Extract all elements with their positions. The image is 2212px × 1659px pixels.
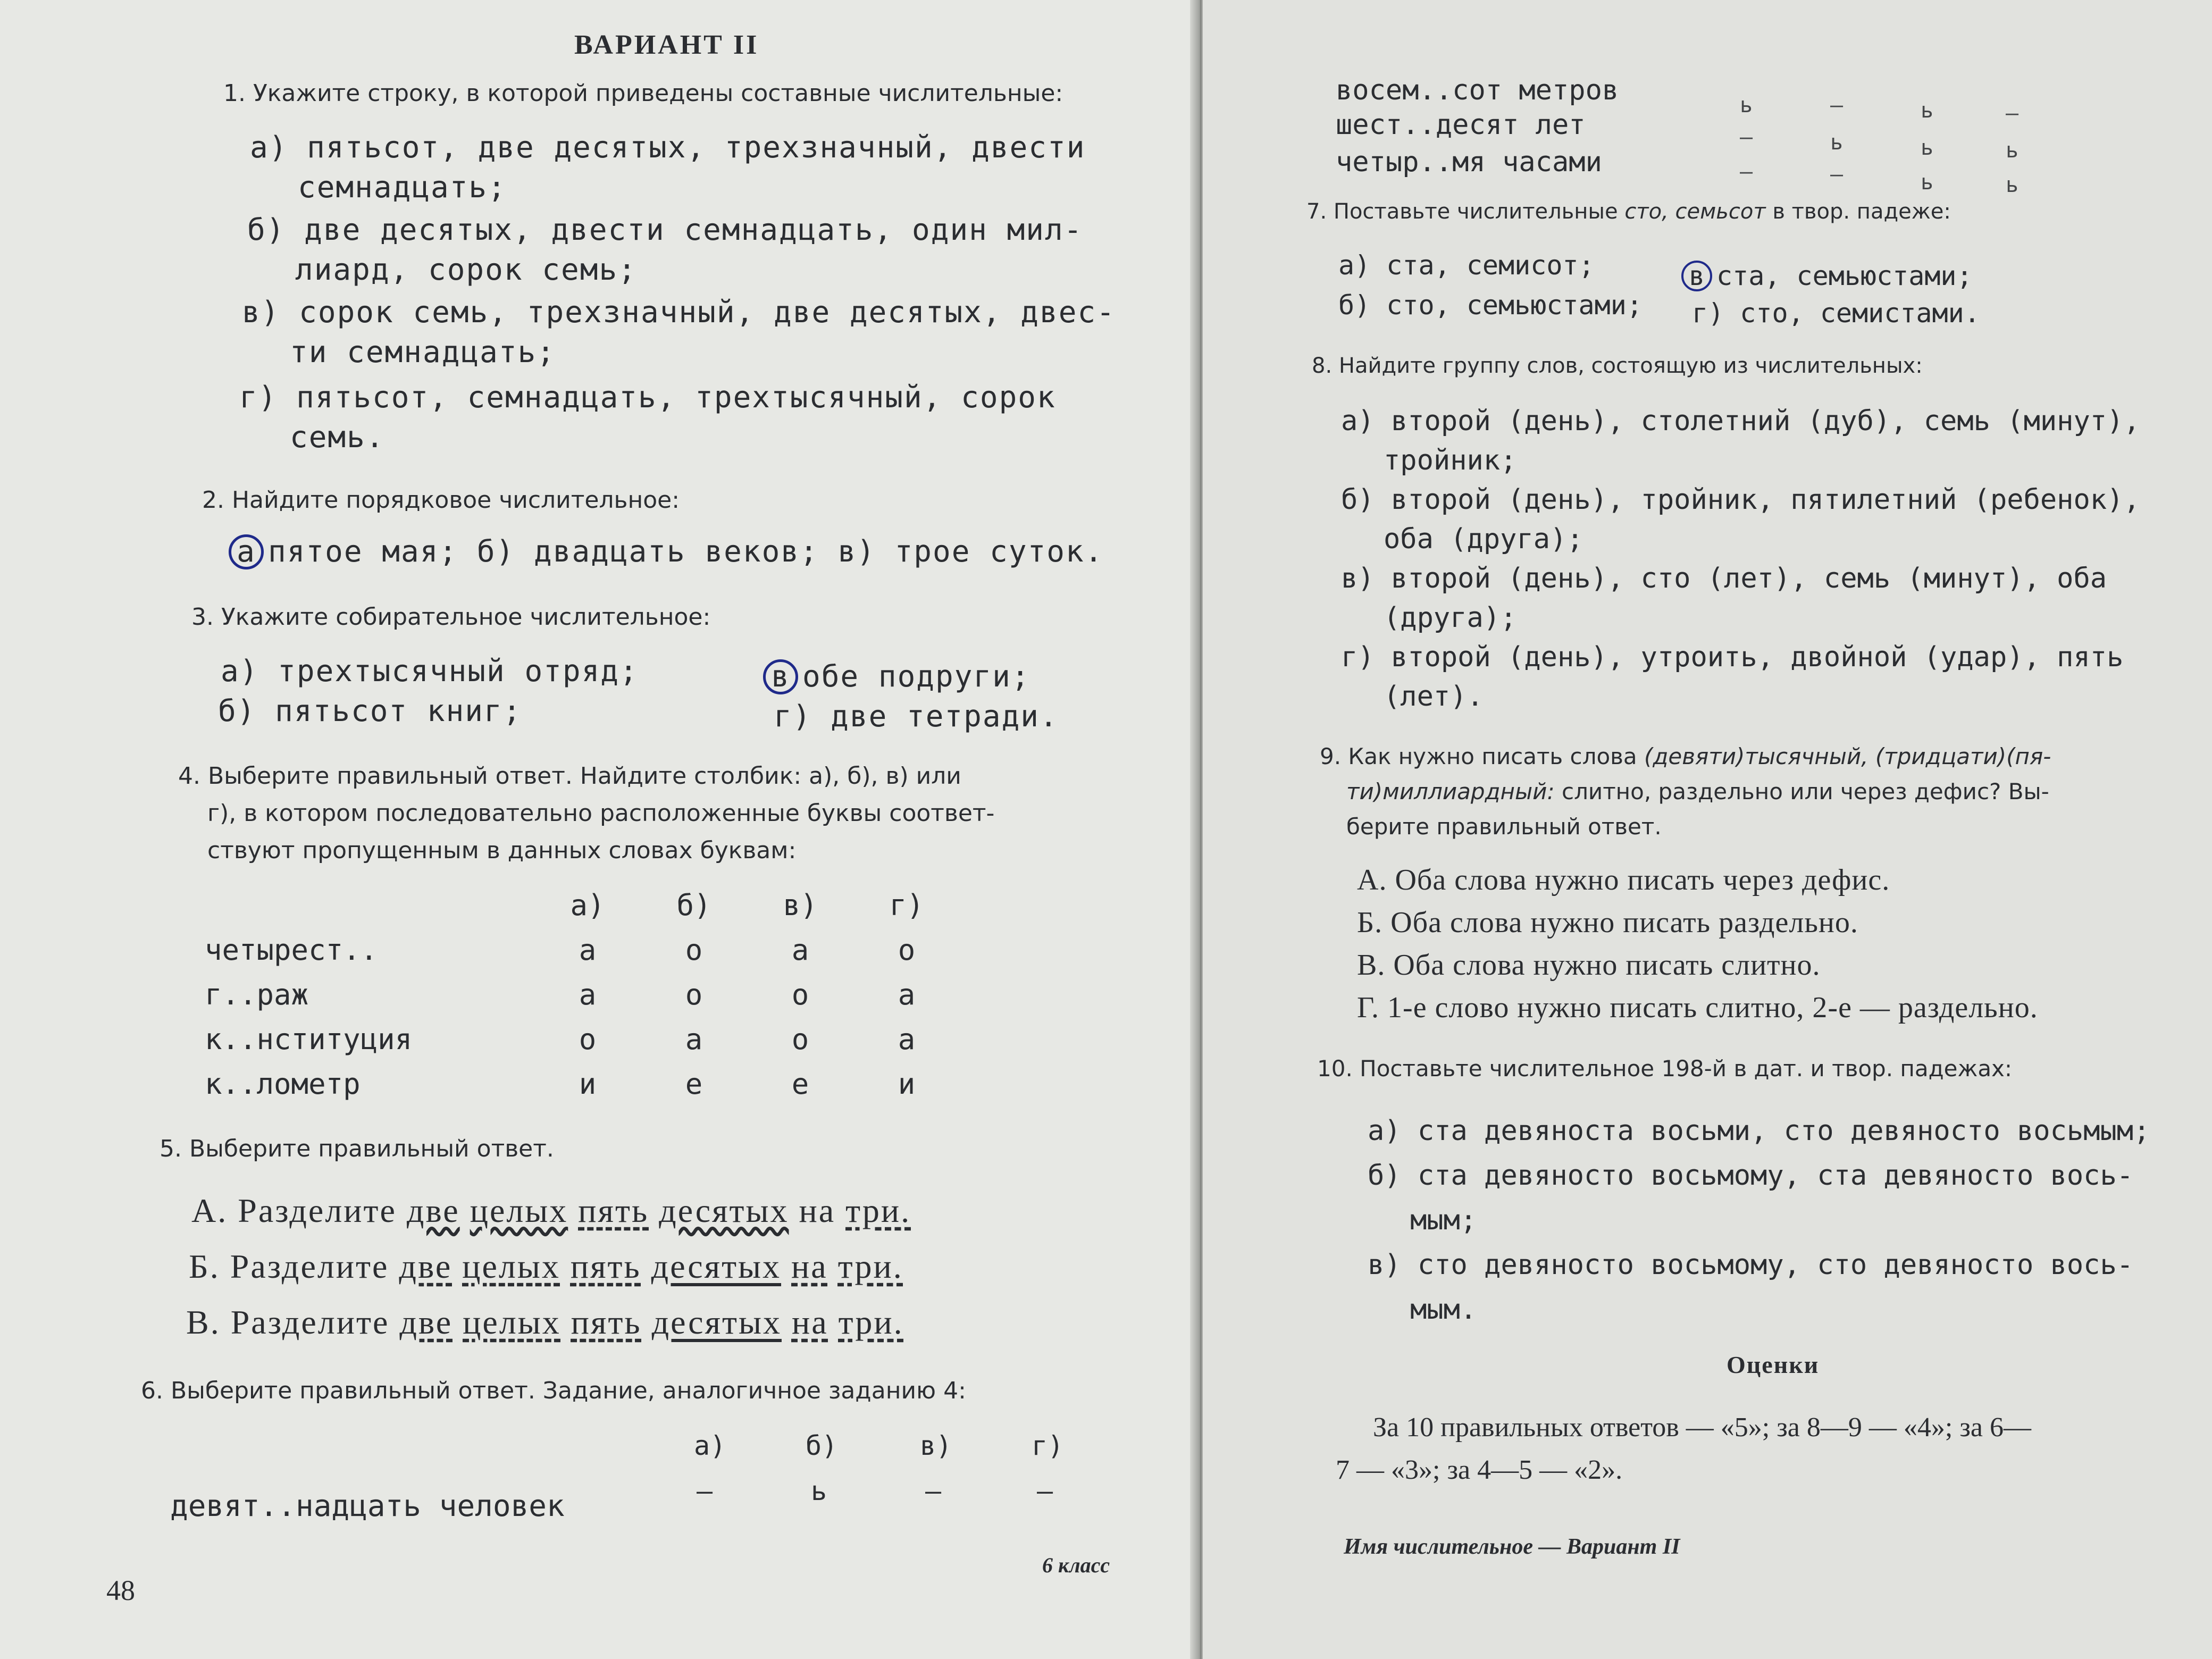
q4-question-line-2: г), в котором последовательно расположенные буквы соответ-	[207, 800, 995, 827]
q3-circled-answer: в	[763, 659, 798, 694]
q7-question-prefix: 7. Поставьте числительные	[1306, 199, 1618, 224]
q7-option-g: г) сто, семистами.	[1692, 298, 1980, 329]
q5-word: две	[399, 1303, 453, 1341]
q8-option-g-cont: (лет).	[1384, 681, 1484, 713]
q7-question	[1306, 199, 1951, 224]
q9-question-line-1	[1320, 739, 2051, 774]
q5-prefix: Б. Разделите	[189, 1247, 389, 1285]
q5-word: пять	[570, 1247, 641, 1285]
q2-answer-line	[229, 532, 1103, 572]
q6-cont-mark: –	[1740, 160, 1753, 184]
q10-options	[1368, 1109, 2150, 1332]
q6-cont-mark: ь	[1740, 93, 1753, 118]
q4-word: к..лометр	[205, 1067, 361, 1101]
q4-col-b: б)	[676, 888, 711, 922]
q4-col-g: г)	[889, 888, 924, 922]
q4-letter: е	[685, 1067, 703, 1101]
q2-circled-answer: а	[229, 534, 264, 569]
q5-word: три.	[845, 1192, 911, 1229]
q6-cont-word: шест..десят лет	[1336, 109, 1586, 141]
q4-header-row	[205, 883, 960, 927]
q1-option-g: г) пятьсот, семнадцать, трехтысячный, сорок	[239, 380, 1056, 415]
q8-option-g: г) второй (день), утроить, двойной (удар), пять	[1341, 641, 2124, 673]
page-number: 48	[106, 1574, 135, 1606]
q7-question-italic: сто, семьсот	[1624, 199, 1766, 224]
q1-option-a-cont: семнадцать;	[298, 170, 507, 205]
q4-col-v: в)	[783, 888, 818, 922]
variant-header: ВАРИАНТ II	[574, 30, 759, 60]
q7-question-suffix: в твор. падеже:	[1772, 199, 1951, 224]
q4-letter: о	[791, 977, 809, 1011]
q4-word: четырест..	[205, 933, 378, 967]
table-row	[205, 1061, 960, 1106]
q1-option-v: в) сорок семь, трехзначный, две десятых, двес-	[242, 295, 1116, 330]
q5-option-b	[189, 1247, 903, 1286]
q4-letter: и	[579, 1067, 597, 1101]
q6-cont-word: четыр..мя часами	[1336, 146, 1602, 178]
q8-option-a-cont: тройник;	[1384, 445, 1517, 476]
q6-cont-word: восем..сот метров	[1336, 74, 1619, 106]
q6-cont-mark: –	[1830, 162, 1844, 187]
q5-word: целых	[463, 1303, 561, 1341]
q4-letter: о	[685, 977, 703, 1011]
q5-option-a	[191, 1191, 911, 1230]
q9-question-italic-2: ти)миллиардный:	[1346, 778, 1555, 805]
q6-col-b: б)	[806, 1430, 838, 1461]
q6-cont-mark: ь	[1921, 98, 1934, 123]
q6-mark: –	[697, 1476, 713, 1506]
q8-option-v-cont: (друга);	[1384, 602, 1517, 634]
q4-question	[178, 758, 994, 869]
q9-question-italic-1: (девяти)тысячный, (тридцати)(пя-	[1644, 743, 2051, 769]
q9-option-a: А. Оба слова нужно писать через дефис.	[1357, 864, 1890, 896]
q4-letter: а	[579, 977, 597, 1011]
q4-letter: е	[791, 1067, 809, 1101]
q1-option-b: б) две десятых, двести семнадцать, один мил-	[247, 213, 1083, 247]
q6-question: 6. Выберите правильный ответ. Задание, аналогичное заданию 4:	[141, 1377, 966, 1404]
q6-cont-mark: –	[1830, 93, 1844, 118]
q4-letter: а	[898, 977, 916, 1011]
q9-option-b: Б. Оба слова нужно писать раздельно.	[1357, 906, 1858, 939]
q10-question: 10. Поставьте числительное 198-й в дат. и твор. падежах:	[1317, 1055, 2013, 1082]
q9-options	[1357, 859, 2038, 1029]
q10-option-v: в) сто девяносто восьмому, сто девяносто вось-	[1368, 1249, 2134, 1281]
q4-col-a: а)	[570, 888, 605, 922]
q10-option-b-cont: мым;	[1410, 1204, 1477, 1236]
q6-cont-mark: ь	[1921, 136, 1934, 160]
q4-letter: о	[898, 933, 916, 967]
q9-question	[1320, 739, 2051, 844]
q10-option-v-cont: мым.	[1410, 1294, 1477, 1326]
q7-option-v: ста, семьюстами;	[1716, 261, 1973, 291]
q7-option-a: а) ста, семисот;	[1338, 250, 1595, 281]
q8-option-v: в) второй (день), сто (лет), семь (минут), оба	[1341, 563, 2107, 594]
q8-option-b-cont: оба (друга);	[1384, 523, 1583, 555]
q3-option-v: обе подруги;	[802, 659, 1030, 694]
q3-option-v-line	[763, 657, 1030, 697]
q10-option-a: а) ста девяноста восьми, сто девяносто восьмым;	[1368, 1115, 2150, 1147]
q5-word: десятых	[659, 1192, 789, 1229]
grades-line-1: За 10 правильных ответов — «5»; за 8—9 — «4»; за 6—	[1373, 1412, 2031, 1443]
q4-question-line-1: 4. Выберите правильный ответ. Найдите столбик: а), б), в) или	[178, 763, 961, 790]
q5-option-v	[186, 1303, 904, 1342]
q5-question: 5. Выберите правильный ответ.	[160, 1135, 554, 1162]
table-row	[205, 972, 960, 1017]
q6-cont-mark: –	[2006, 101, 2019, 125]
grades-line-2: 7 — «3»; за 4—5 — «2».	[1336, 1455, 1623, 1485]
footer-title: Имя числительное — Вариант II	[1344, 1535, 1680, 1559]
q4-letter: а	[579, 933, 597, 967]
q9-option-v: В. Оба слова нужно писать слитно.	[1357, 949, 1821, 982]
q9-question-line-2	[1320, 774, 2051, 809]
q5-word: две	[399, 1247, 453, 1285]
q1-option-v-cont: ти семнадцать;	[290, 335, 556, 370]
q6-mark: –	[925, 1476, 942, 1506]
q6-mark: –	[1037, 1476, 1053, 1506]
q1-option-g-cont: семь.	[290, 420, 385, 455]
q5-word: десятых	[651, 1247, 782, 1285]
q6-cont-mark: ь	[2006, 138, 2019, 163]
q1-option-a: а) пятьсот, две десятых, трехзначный, двести	[250, 130, 1086, 165]
q8-option-a: а) второй (день), столетний (дуб), семь (минут),	[1341, 405, 2140, 437]
q1-option-b-cont: лиард, сорок семь;	[295, 253, 637, 287]
q5-word: целых	[462, 1247, 560, 1285]
q9-question-line-3: берите правильный ответ.	[1346, 814, 1662, 840]
q8-question: 8. Найдите группу слов, состоящую из числительных:	[1312, 354, 1923, 378]
q6-cont-mark: –	[1740, 125, 1753, 149]
q6-col-g: г)	[1032, 1430, 1064, 1461]
table-row	[205, 927, 960, 972]
q4-question-line-3: ствуют пропущенным в данных словах буквам:	[207, 837, 797, 864]
q3-question: 3. Укажите собирательное числительное:	[191, 604, 711, 631]
table-row	[205, 1017, 960, 1061]
q5-word: на	[799, 1192, 836, 1229]
q5-prefix: А. Разделите	[191, 1192, 397, 1229]
q5-word: две	[406, 1192, 460, 1229]
q6-cont-mark: ь	[2006, 173, 2019, 197]
q3-option-g: г) две тетради.	[774, 699, 1059, 734]
q5-word: на	[791, 1303, 828, 1341]
q3-option-b: б) пятьсот книг;	[218, 694, 522, 728]
q5-word: пять	[571, 1303, 642, 1341]
q4-letter: и	[898, 1067, 916, 1101]
q4-letter: а	[685, 1022, 703, 1056]
grades-title: Оценки	[1727, 1351, 1820, 1378]
q5-word: на	[791, 1247, 828, 1285]
q6-cont-mark: ь	[1830, 130, 1844, 155]
q5-word: пять	[578, 1192, 649, 1229]
q6-col-a: а)	[694, 1430, 726, 1461]
q6-mark: ь	[811, 1476, 827, 1506]
q3-option-a: а) трехтысячный отряд;	[221, 654, 639, 689]
q4-letter: о	[685, 933, 703, 967]
q7-option-v-line	[1681, 261, 1973, 291]
q4-letters-table	[205, 883, 960, 1106]
right-page	[1203, 0, 2212, 1659]
q5-prefix: В. Разделите	[186, 1303, 390, 1341]
q10-option-b: б) ста девяносто восьмому, ста девяносто вось-	[1368, 1160, 2134, 1192]
q8-options	[1341, 401, 2140, 716]
q6-cont-mark: ь	[1921, 170, 1934, 195]
q5-word: три.	[838, 1303, 904, 1341]
q8-option-b: б) второй (день), тройник, пятилетний (ребенок),	[1341, 484, 2140, 516]
q4-letter: о	[579, 1022, 597, 1056]
q7-option-b: б) сто, семьюстами;	[1338, 290, 1643, 321]
q1-question: 1. Укажите строку, в которой приведены составные числительные:	[223, 80, 1063, 107]
q9-question-rest: слитно, раздельно или через дефис? Вы-	[1561, 778, 2049, 805]
q2-question: 2. Найдите порядковое числительное:	[202, 487, 680, 514]
q4-word: г..раж	[205, 977, 309, 1011]
q4-word: к..нституция	[205, 1022, 413, 1056]
footer-class: 6 класс	[1042, 1553, 1110, 1577]
q4-letter: а	[898, 1022, 916, 1056]
q4-letter: о	[791, 1022, 809, 1056]
q6-col-v: в)	[920, 1430, 952, 1461]
q9-option-g: Г. 1-е слово нужно писать слитно, 2-е — раздельно.	[1357, 991, 2038, 1024]
q5-word: три.	[837, 1247, 903, 1285]
q6-word: девят..надцать человек	[170, 1489, 565, 1523]
q5-word: целых	[470, 1192, 568, 1229]
q9-question-start: 9. Как нужно писать слова	[1320, 743, 1637, 769]
q7-circled-answer: в	[1681, 261, 1712, 291]
q2-answer-text: пятое мая; б) двадцать веков; в) трое суток.	[268, 534, 1104, 569]
q4-letter: а	[791, 933, 809, 967]
q5-word: десятых	[651, 1303, 782, 1341]
